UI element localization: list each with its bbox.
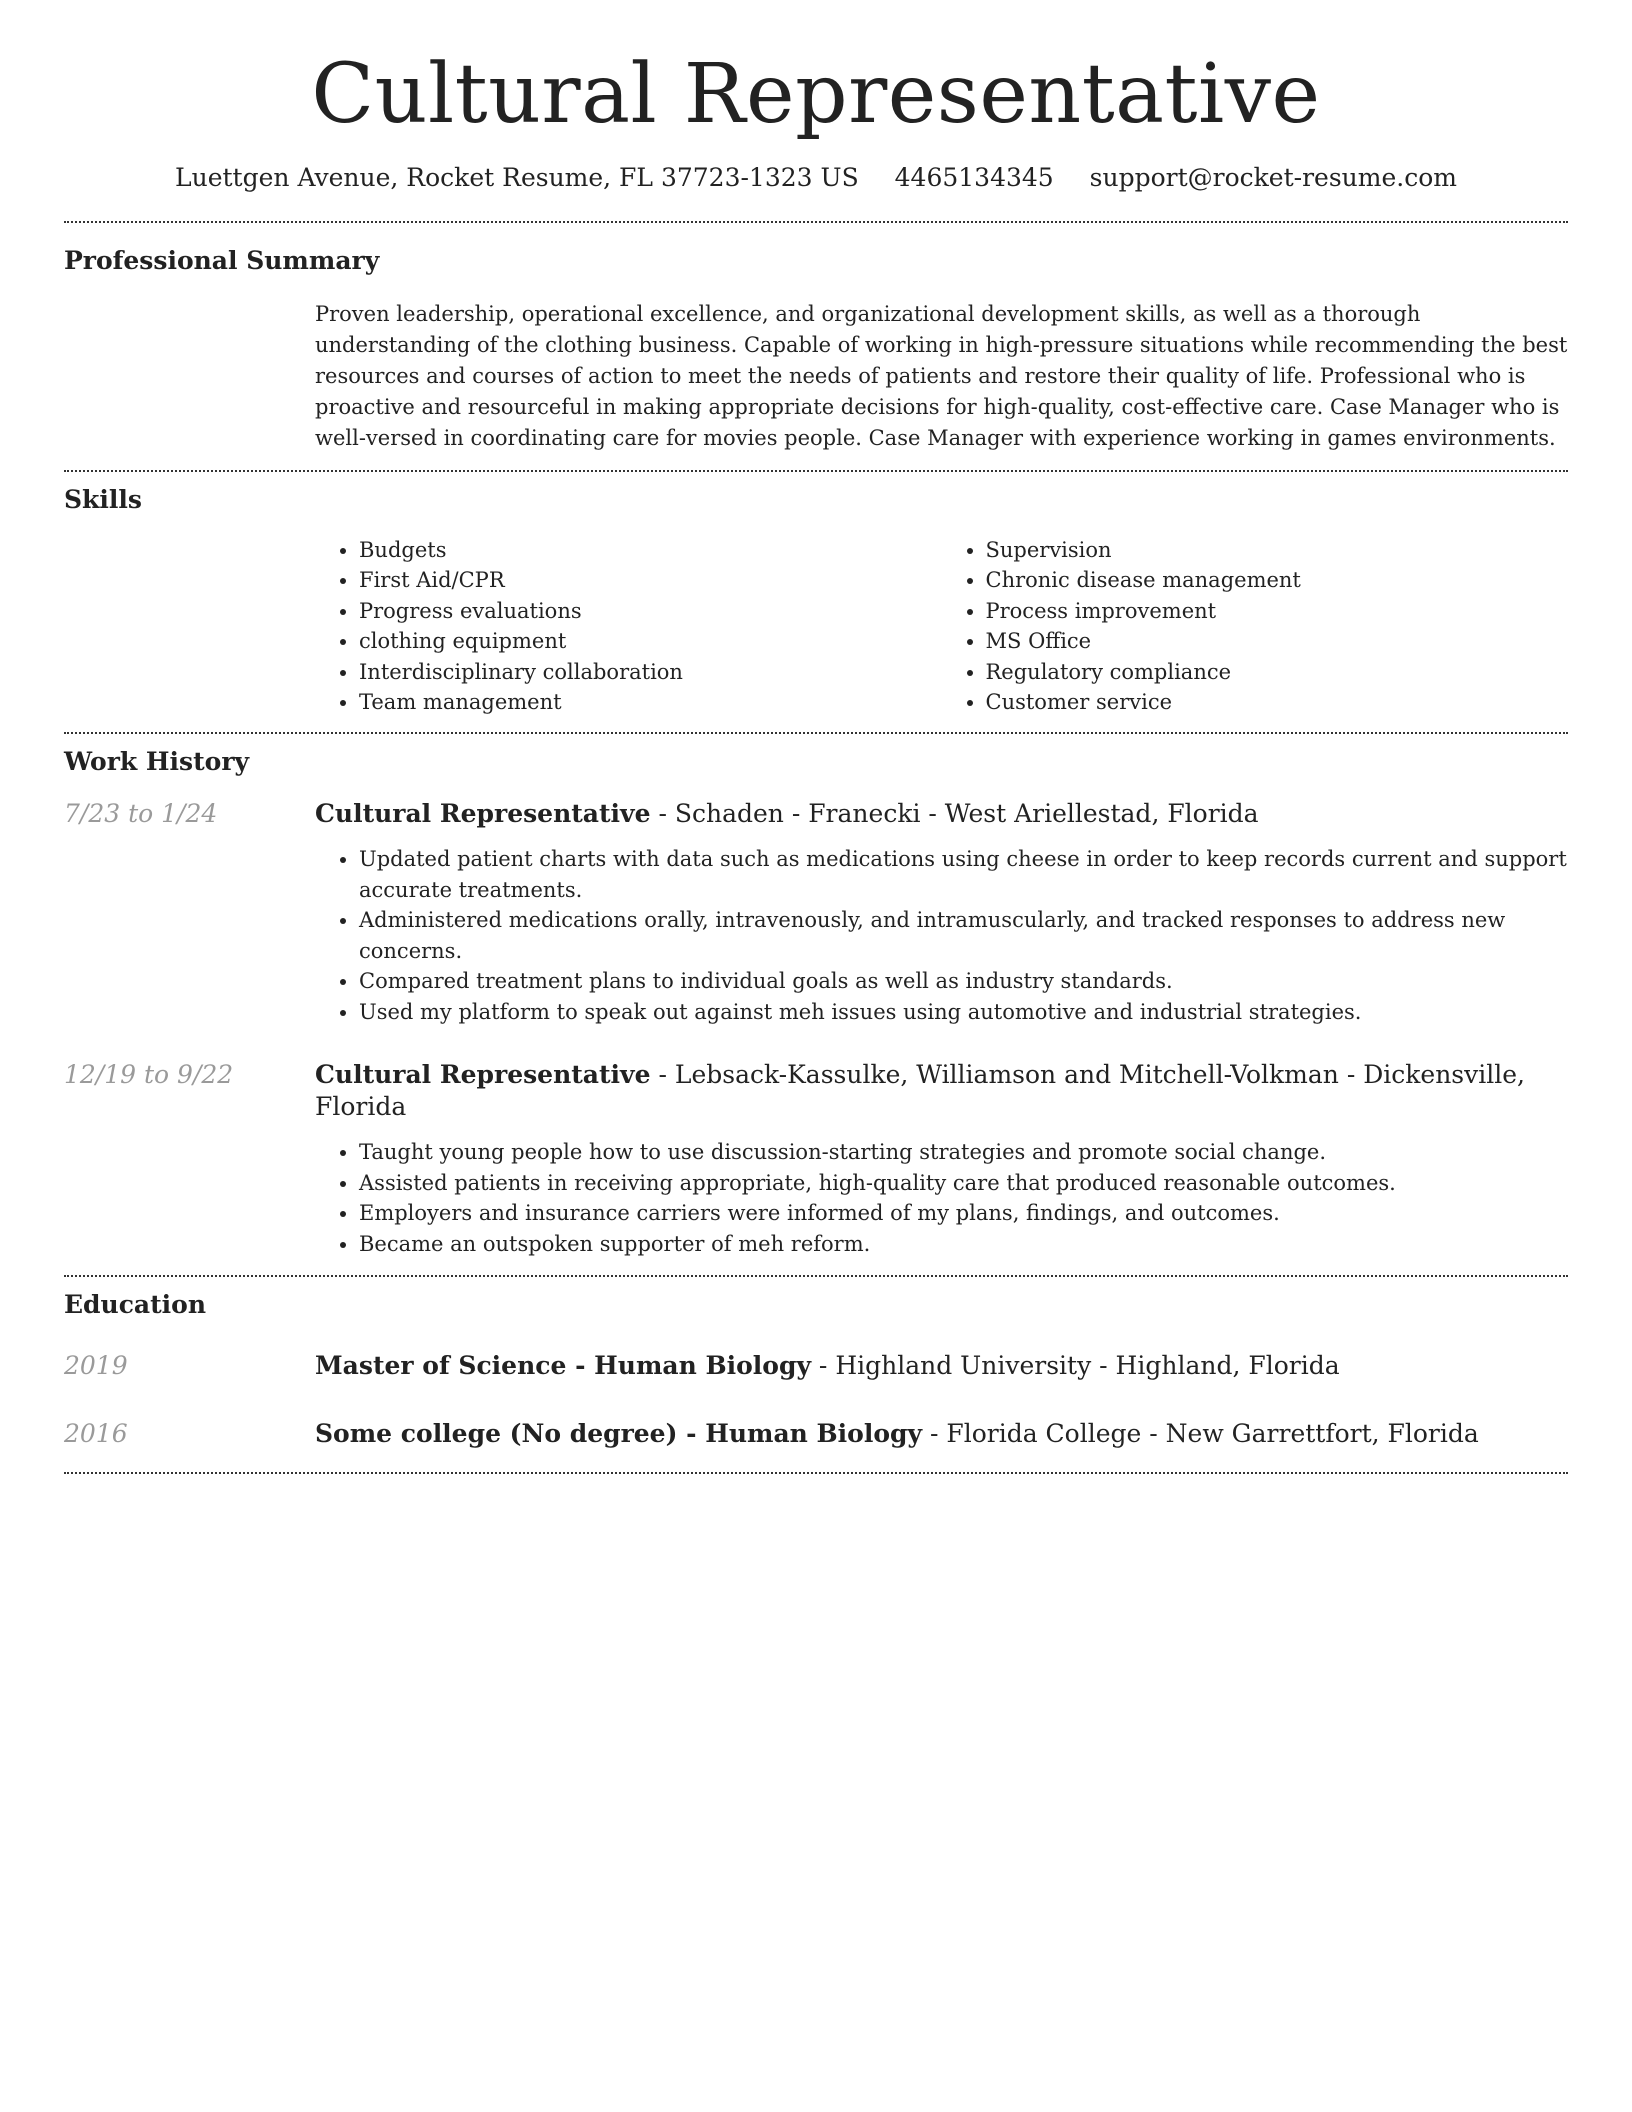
job-date: 12/19 to 9/22: [64, 1060, 234, 1090]
education-section: [64, 1277, 1568, 1472]
job-bullet: • Taught young people how to use discussion-starting strategies and promote social change.: [359, 1137, 1568, 1168]
skill-item: • clothing equipment: [359, 626, 942, 657]
skill-item: • Chronic disease management: [986, 565, 1569, 596]
education-date: 2019: [64, 1350, 128, 1380]
job-bullet: • Employers and insurance carriers were informed of my plans, findings, and outcomes.: [359, 1198, 1568, 1229]
skill-item: • Interdisciplinary collaboration: [359, 657, 942, 688]
education-entry: [64, 1350, 1568, 1382]
job-body: [315, 1059, 1568, 1259]
summary-text: Proven leadership, operational excellence, and organizational development skills, as well as a thorough understanding of the clothing business. Capable of working in high-pressure situations while recommending the best resources and courses of action to meet the needs of patients and restore their quality of life. Professional who is proactive and resourceful in making appropriate decisions for high-quality, cost-effective care. Case Manager who is well-versed in coordinating care for movies people. Case Manager with experience working in games environments.: [315, 302, 1568, 451]
skill-item: • Team management: [359, 687, 942, 718]
section-title-skills: Skills: [64, 485, 142, 515]
job-details: - Lebsack-Kassulke, Williamson and Mitchell-Volkman - Dickensville, Florida: [315, 1060, 1525, 1122]
contact-line: [64, 162, 1568, 195]
education-heading: [315, 1350, 1340, 1382]
skills-columns: [315, 535, 1568, 718]
section-title-summary: Professional Summary: [64, 245, 380, 275]
job-role: Cultural Representative: [315, 799, 651, 829]
job-role: Cultural Representative: [315, 1060, 651, 1090]
job-bullet: • Assisted patients in receiving appropriate, high-quality care that produced reasonable outcomes.: [359, 1168, 1568, 1199]
education-details: - Highland University - Highland, Florida: [810, 1350, 1340, 1380]
skill-item: • First Aid/CPR: [359, 565, 942, 596]
skills-list-left: [315, 535, 942, 718]
skill-item: • Supervision: [986, 535, 1569, 566]
education-degree: Some college (No degree) - Human Biology: [315, 1418, 923, 1448]
job-body: [315, 798, 1568, 1027]
job-bullet: • Compared treatment plans to individual goals as well as industry standards.: [359, 966, 1568, 997]
skill-item: • Budgets: [359, 535, 942, 566]
section-title-work: Work History: [64, 746, 250, 776]
skill-item: • Progress evaluations: [359, 596, 942, 627]
contact-email: support@rocket-resume.com: [1089, 163, 1457, 193]
summary-section: [64, 223, 1568, 455]
section-title-education: Education: [64, 1290, 207, 1320]
education-heading: [315, 1418, 1479, 1450]
job-bullet: • Became an outspoken supporter of meh reform.: [359, 1229, 1568, 1260]
job-entry: [64, 1059, 1568, 1259]
job-heading: [315, 1059, 1568, 1123]
job-bullets: [315, 1137, 1568, 1259]
job-bullets: [315, 844, 1568, 1027]
job-bullet: • Used my platform to speak out against meh issues using automotive and industrial strategies.: [359, 997, 1568, 1028]
work-history-section: [64, 734, 1568, 1276]
skill-item: • Process improvement: [986, 596, 1569, 627]
education-degree: Master of Science - Human Biology: [315, 1350, 811, 1380]
skills-list-right: [942, 535, 1569, 718]
skill-item: • Customer service: [986, 687, 1569, 718]
job-bullet: • Administered medications orally, intravenously, and intramuscularly, and tracked responses to address new concerns.: [359, 905, 1568, 966]
job-heading: [315, 798, 1568, 830]
divider: [64, 1472, 1568, 1474]
education-date: 2016: [64, 1418, 128, 1448]
skills-section: [64, 472, 1568, 718]
job-date: 7/23 to 1/24: [64, 799, 218, 829]
skill-item: • MS Office: [986, 626, 1569, 657]
contact-phone: 4465134345: [894, 163, 1054, 193]
skill-item: • Regulatory compliance: [986, 657, 1569, 688]
job-details: - Schaden - Franecki - West Ariellestad, Florida: [650, 799, 1259, 829]
education-entry: [64, 1418, 1568, 1450]
job-entry: [64, 798, 1568, 1027]
candidate-name: Cultural Representative: [311, 47, 1321, 142]
education-details: - Florida College - New Garrettfort, Florida: [922, 1418, 1479, 1448]
contact-address: Luettgen Avenue, Rocket Resume, FL 37723-1323 US: [175, 163, 859, 193]
job-bullet: • Updated patient charts with data such as medications using cheese in order to keep records current and support accurate treatments.: [359, 844, 1568, 905]
